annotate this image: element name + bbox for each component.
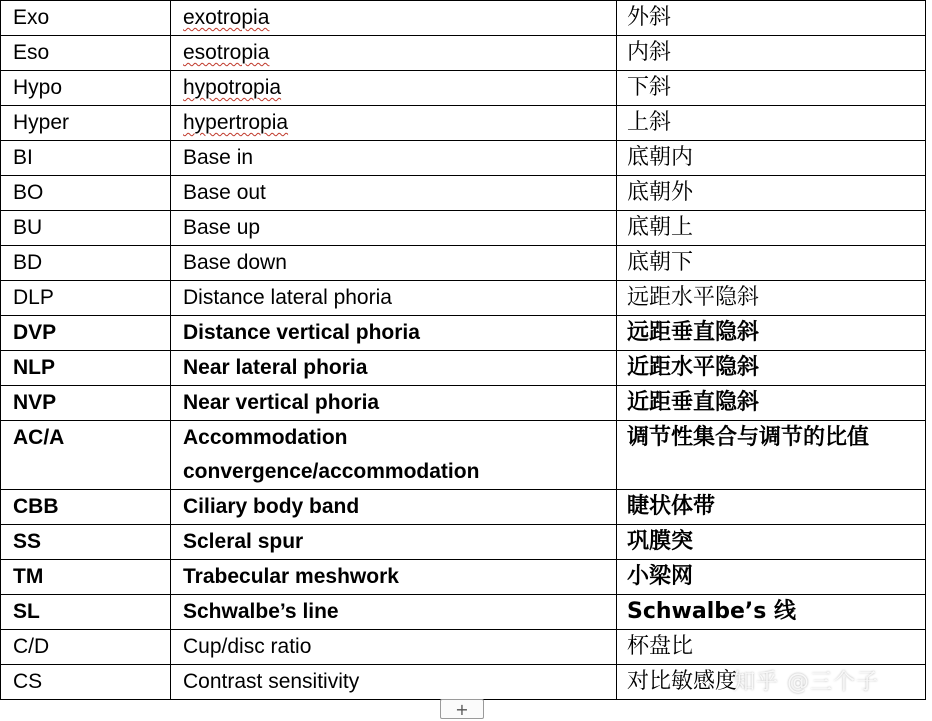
abbr-cell: BO [1,176,171,211]
abbr-cell: CBB [1,490,171,525]
table-row [1,316,926,351]
term-cell: Schwalbe’s line [171,595,617,630]
add-row-button[interactable]: + [440,699,484,719]
term-cell: Scleral spur [171,525,617,560]
abbr-cell: BU [1,211,171,246]
translation-cell: 上斜 [617,106,926,141]
term-cell: Ciliary body band [171,490,617,525]
table-row [1,246,926,281]
translation-cell: 外斜 [617,1,926,36]
abbr-cell: Hyper [1,106,171,141]
abbr-cell: Exo [1,1,171,36]
translation-cell: 对比敏感度 [617,665,926,700]
abbr-cell: NVP [1,386,171,421]
translation-cell: 下斜 [617,71,926,106]
term-cell: Contrast sensitivity [171,665,617,700]
term-text: exotropia [183,6,270,29]
table-row [1,141,926,176]
translation-cell: 小梁网 [617,560,926,595]
term-cell [171,71,617,106]
abbr-cell: Hypo [1,71,171,106]
term-text: esotropia [183,41,270,64]
term-cell: Base out [171,176,617,211]
translation-cell: 底朝下 [617,246,926,281]
term-line-2: convergence/accommodation [183,460,480,483]
abbr-cell: BD [1,246,171,281]
table-row [1,490,926,525]
translation-cell: 近距水平隐斜 [617,351,926,386]
translation-cell: 内斜 [617,36,926,71]
abbr-cell: BI [1,141,171,176]
term-cell [171,36,617,71]
table-row [1,595,926,630]
table-row [1,211,926,246]
table-row [1,386,926,421]
translation-cell: 巩膜突 [617,525,926,560]
translation-cell: 底朝上 [617,211,926,246]
term-cell [171,421,617,490]
translation-cell: 底朝内 [617,141,926,176]
table-row [1,106,926,141]
abbr-cell: SS [1,525,171,560]
table-row [1,525,926,560]
term-cell: Trabecular meshwork [171,560,617,595]
translation-cell: 调节性集合与调节的比值 [617,421,926,490]
term-cell [171,1,617,36]
translation-cell: 杯盘比 [617,630,926,665]
term-line-1: Accommodation [183,426,348,449]
translation-cell: 远距垂直隐斜 [617,316,926,351]
translation-cell: Schwalbe’s 线 [617,595,926,630]
table-row [1,71,926,106]
table-row [1,36,926,71]
table-row [1,560,926,595]
term-cell: Distance lateral phoria [171,281,617,316]
glossary-body [1,1,926,700]
watermark-text: 知乎 @三个子 [733,670,879,695]
translation-cell: 底朝外 [617,176,926,211]
table-row [1,281,926,316]
translation-cell: 近距垂直隐斜 [617,386,926,421]
term-cell: Near lateral phoria [171,351,617,386]
translation-cell: 睫状体带 [617,490,926,525]
table-row [1,630,926,665]
term-cell: Distance vertical phoria [171,316,617,351]
abbr-cell: SL [1,595,171,630]
term-cell: Near vertical phoria [171,386,617,421]
abbr-cell: Eso [1,36,171,71]
term-cell: Cup/disc ratio [171,630,617,665]
term-cell: Base in [171,141,617,176]
term-cell: Base up [171,211,617,246]
table-row [1,176,926,211]
translation-cell: 远距水平隐斜 [617,281,926,316]
table-row [1,351,926,386]
table-row [1,421,926,490]
term-text: hypertropia [183,111,289,134]
abbr-cell: NLP [1,351,171,386]
abbr-cell: DVP [1,316,171,351]
abbr-cell: CS [1,665,171,700]
abbr-cell: TM [1,560,171,595]
table-row [1,1,926,36]
term-cell: Base down [171,246,617,281]
term-cell [171,106,617,141]
abbr-cell: DLP [1,281,171,316]
abbr-cell: C/D [1,630,171,665]
term-text: hypotropia [183,76,282,99]
abbr-cell: AC/A [1,421,171,490]
